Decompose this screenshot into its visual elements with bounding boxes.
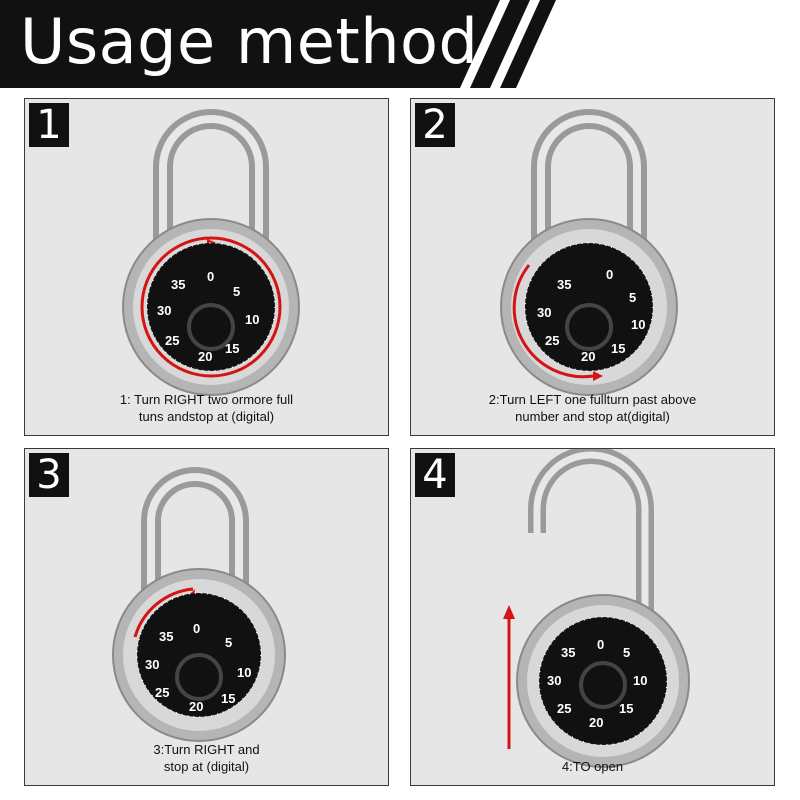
dial-number: 15 xyxy=(221,691,236,706)
dial-number: 10 xyxy=(631,317,646,332)
dial-number: 30 xyxy=(145,657,160,672)
dial-number: 30 xyxy=(547,673,562,688)
dial-numbers xyxy=(25,449,389,786)
dial-number: 0 xyxy=(207,269,215,284)
dial-number: 5 xyxy=(233,284,241,299)
step-caption xyxy=(411,758,774,775)
dial-number: 35 xyxy=(561,645,576,660)
step-panel-2 xyxy=(410,98,775,436)
dial-number: 10 xyxy=(633,673,648,688)
dial-numbers xyxy=(411,99,775,436)
step-panel-1 xyxy=(24,98,389,436)
dial-number: 20 xyxy=(198,349,213,364)
caption-line: stop at (digital) xyxy=(163,759,250,774)
dial-number: 10 xyxy=(245,312,260,327)
step-caption xyxy=(25,741,388,775)
step-number-badge: 3 xyxy=(29,453,69,497)
dial-number: 5 xyxy=(225,635,233,650)
dial-number: 0 xyxy=(606,267,614,282)
dial-number: 20 xyxy=(589,715,604,730)
caption-line: 1: Turn RIGHT two ormore full xyxy=(119,392,294,407)
dial-number: 20 xyxy=(189,699,204,714)
header-banner xyxy=(0,0,800,88)
dial-number: 25 xyxy=(155,685,170,700)
dial-number: 0 xyxy=(597,637,605,652)
dial-number: 25 xyxy=(165,333,180,348)
dial-number: 15 xyxy=(225,341,240,356)
caption-line: tuns andstop at (digital) xyxy=(138,409,275,424)
dial-number: 0 xyxy=(193,621,201,636)
dial-number: 20 xyxy=(581,349,596,364)
caption-line: number and stop at(digital) xyxy=(515,409,670,424)
dial-number: 25 xyxy=(557,701,572,716)
dial-number: 5 xyxy=(629,290,637,305)
step-panel-4 xyxy=(410,448,775,786)
caption-line: 3:Turn RIGHT and xyxy=(153,742,260,757)
dial-number: 15 xyxy=(611,341,626,356)
dial-number: 35 xyxy=(557,277,572,292)
page-title: Usage method xyxy=(20,5,479,78)
step-number-badge: 2 xyxy=(415,103,455,147)
dial-number: 35 xyxy=(159,629,174,644)
step-caption xyxy=(25,391,388,425)
dial-number: 5 xyxy=(623,645,631,660)
dial-numbers xyxy=(411,449,775,786)
dial-number: 35 xyxy=(171,277,186,292)
caption-line: 4:TO open xyxy=(561,759,624,774)
step-number-badge: 1 xyxy=(29,103,69,147)
dial-numbers xyxy=(25,99,389,436)
dial-number: 30 xyxy=(537,305,552,320)
dial-number: 15 xyxy=(619,701,634,716)
caption-line: 2:Turn LEFT one fullturn past above xyxy=(488,392,697,407)
step-panel-3 xyxy=(24,448,389,786)
dial-number: 30 xyxy=(157,303,172,318)
step-caption xyxy=(411,391,774,425)
dial-number: 25 xyxy=(545,333,560,348)
dial-number: 10 xyxy=(237,665,252,680)
step-number-badge: 4 xyxy=(415,453,455,497)
